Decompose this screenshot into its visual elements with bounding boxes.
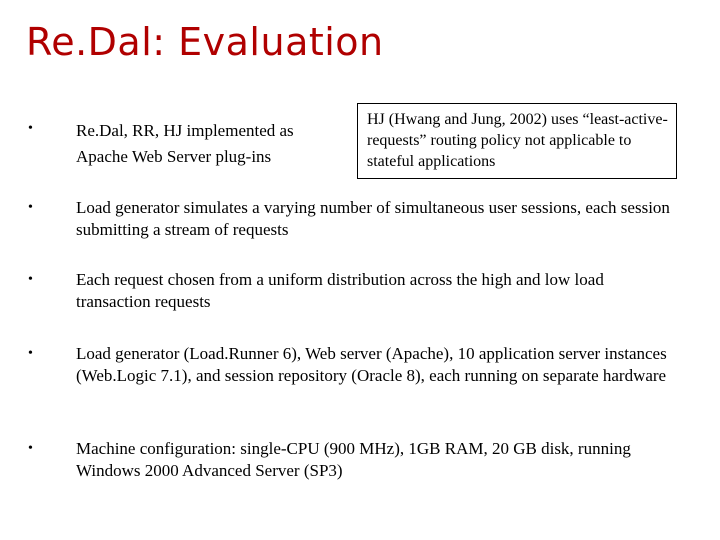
bullet-dot: • [28,121,33,136]
note-callout-box: HJ (Hwang and Jung, 2002) uses “least-active-requests” routing policy not applicable to stateful applications [357,103,677,179]
bullet-dot: • [28,346,33,361]
bullet-text: Re.Dal, RR, HJ implemented as Apache Web Server plug-ins [76,121,294,166]
bullet-text: Load generator (Load.Runner 6), Web server (Apache), 10 application server instances (Web.Logic 7.1), and session repository (Oracle 8), each running on separate hardware [76,344,667,385]
bullet-text: Load generator simulates a varying number of simultaneous user sessions, each session submitting a stream of requests [76,198,670,239]
bullet-text: Each request chosen from a uniform distribution across the high and low load transaction requests [76,270,604,311]
slide-title: Re.Dal: Evaluation [26,20,384,64]
bullet-dot: • [28,272,33,287]
bullet-dot: • [28,200,33,215]
bullet-dot: • [28,441,33,456]
bullet-text: Machine configuration: single-CPU (900 MHz), 1GB RAM, 20 GB disk, running Windows 2000 Advanced Server (SP3) [76,439,631,480]
